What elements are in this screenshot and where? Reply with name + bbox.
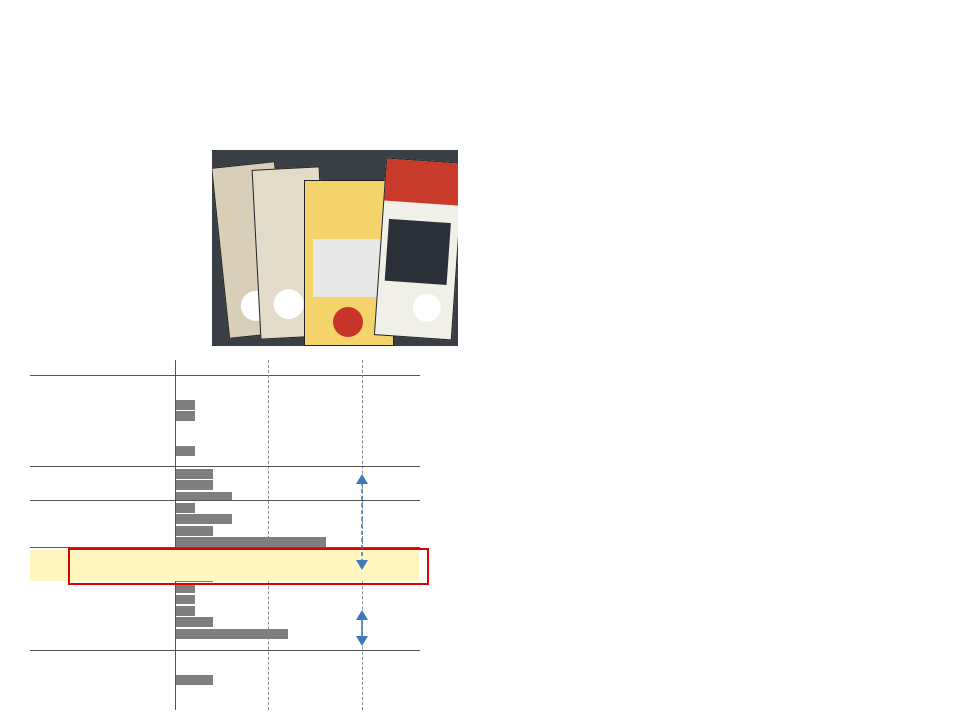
cover-header — [384, 159, 458, 206]
bar — [176, 446, 195, 456]
issue-number — [273, 288, 305, 320]
magazine-cover — [374, 157, 458, 340]
era-divider — [30, 466, 420, 467]
bar — [176, 526, 213, 536]
gridline — [268, 360, 269, 710]
bar — [176, 617, 213, 627]
bar — [176, 606, 195, 616]
issue-number — [333, 307, 363, 337]
bar — [176, 411, 195, 421]
bar — [176, 503, 195, 513]
bar — [176, 400, 195, 410]
bar — [176, 537, 326, 547]
boom-annotations — [350, 470, 420, 650]
bar — [176, 675, 213, 685]
bar — [176, 595, 195, 605]
magazine-photo — [212, 150, 458, 346]
bar — [176, 480, 213, 490]
issue-number — [412, 293, 442, 323]
bar — [176, 514, 232, 524]
cover-image — [385, 219, 451, 285]
paragraph-line — [8, 259, 29, 328]
era-divider — [30, 650, 420, 651]
bar — [176, 629, 288, 639]
bar — [176, 469, 213, 479]
cover-image — [313, 239, 385, 297]
